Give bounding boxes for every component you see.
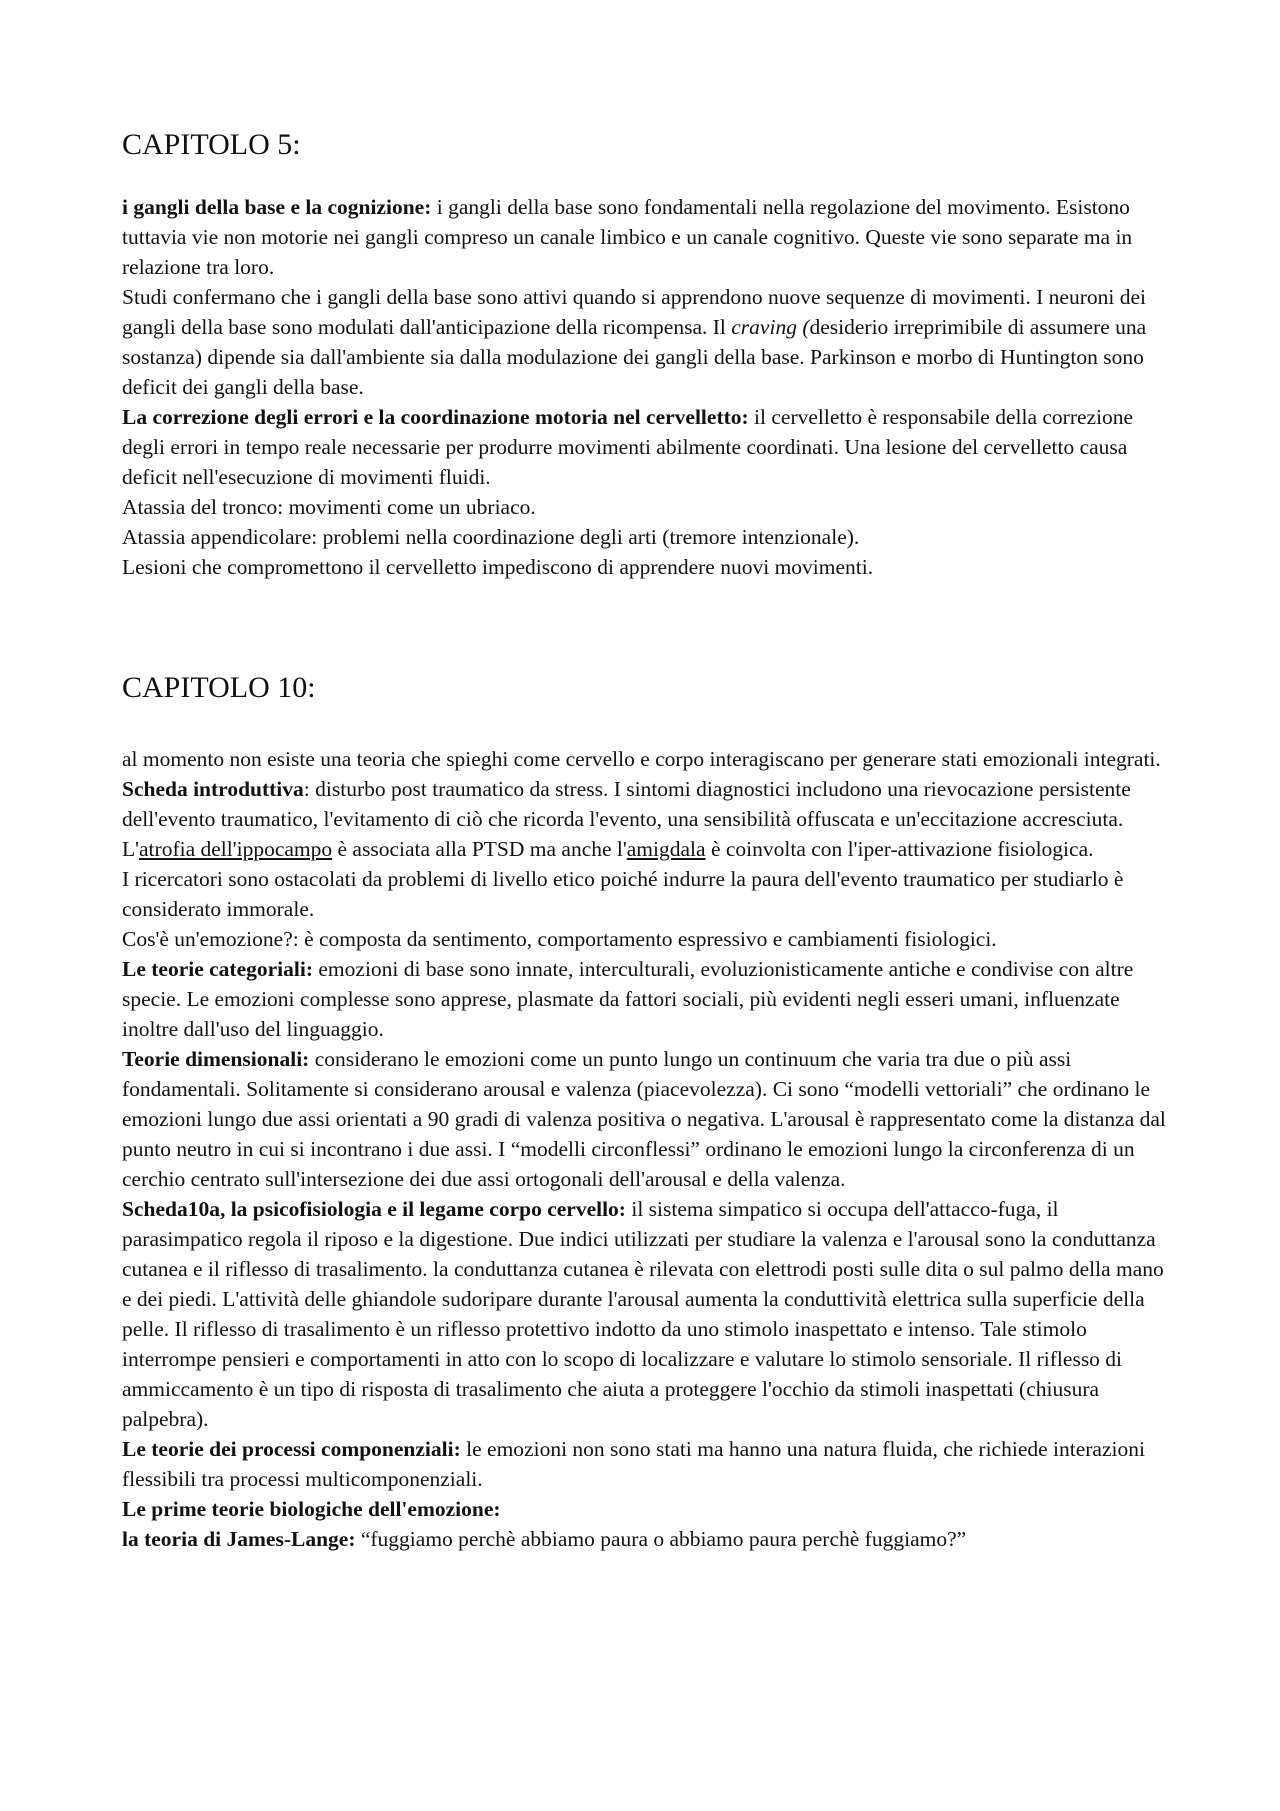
paragraph-text: i gangli della base sono fondamentali nella regolazione del movimento. Esistono tuttavia vie non motorie nei gangli compreso un canale limbico e un canale cognitivo. Queste vie sono separate ma in relazione tra loro.: [122, 195, 1133, 279]
paragraph-early-biological-theories: [122, 1494, 1172, 1524]
paragraph-psychophysiology: [122, 1194, 1172, 1434]
term-categorical-theories: Le teorie categoriali:: [122, 957, 314, 981]
paragraph-text: Studi confermano che i gangli della base sono attivi quando si apprendono nuove sequenze di movimenti. I neuroni dei gangli della base sono modulati dall'anticipazione della ricompensa. Il: [122, 285, 1146, 339]
paragraph-text: il sistema simpatico si occupa dell'attacco-fuga, il parasimpatico regola il riposo e la digestione. Due indici utilizzati per studiare la valenza e l'arousal sono la conduttanza cutanea e il riflesso di trasalimento. la conduttanza cutanea è rilevata con elettrodi posti sulle dita o sul palmo della mano e dei piedi. L'attività delle ghiandole sudoripare durante l'arousal aumenta la conduttività elettrica sulla superficie della pelle. Il riflesso di trasalimento è un riflesso protettivo indotto da uno stimolo inaspettato e intenso. Tale stimolo interrompe pensieri e comportamenti in atto con lo scopo di localizzare e valutare lo stimolo sensoriale. Il riflesso di ammiccamento è un tipo di risposta di trasalimento che aiuta a proteggere l'occhio da stimoli inaspettati (chiusura palpebra).: [122, 1197, 1164, 1431]
paragraph-ptsd: [122, 774, 1172, 864]
paragraph-dimensional-theories: [122, 1044, 1172, 1194]
paragraph-ethics: I ricercatori sono ostacolati da problemi di livello etico poiché indurre la paura dell'evento traumatico per studiarlo è considerato immorale.: [122, 867, 1124, 921]
paragraph-basal-ganglia-studies: [122, 282, 1172, 402]
paragraph-text: le emozioni non sono stati ma hanno una natura fluida, che richiede interazioni flessibili tra processi multicomponenziali.: [122, 1437, 1145, 1491]
paragraph-cerebellar-lesions: Lesioni che compromettono il cervelletto impediscono di apprendere nuovi movimenti.: [122, 555, 874, 579]
paragraph-categorical-theories: [122, 954, 1172, 1044]
term-hippocampus-atrophy: atrofia dell'ippocampo: [139, 837, 333, 861]
paragraph-what-is-emotion: Cos'è un'emozione?: è composta da sentimento, comportamento espressivo e cambiamenti fisiologici.: [122, 927, 997, 951]
paragraph-text: è coinvolta con l'iper-attivazione fisiologica.: [705, 837, 1094, 861]
chapter-10-heading: CAPITOLO 10:: [122, 671, 316, 704]
paragraph-intro: al momento non esiste una teoria che spieghi come cervello e corpo interagiscano per generare stati emozionali integrati.: [122, 747, 1161, 771]
term-scheda-10a: Scheda10a, la psicofisiologia e il legame corpo cervello:: [122, 1197, 626, 1221]
term-amygdala: amigdala: [626, 837, 706, 861]
paragraph-cerebellum: [122, 402, 1172, 492]
chapter-5-body: [122, 192, 1172, 582]
term-early-biological-theories: Le prime teorie biologiche dell'emozione:: [122, 1497, 501, 1521]
paragraph-james-lange: [122, 1524, 1172, 1554]
term-scheda-introduttiva: Scheda introduttiva: [122, 777, 304, 801]
paragraph-text: “fuggiamo perchè abbiamo paura o abbiamo paura perchè fuggiamo?”: [355, 1527, 967, 1551]
chapter-5-heading: CAPITOLO 5:: [122, 128, 301, 161]
term-dimensional-theories: Teorie dimensionali:: [122, 1047, 310, 1071]
paragraph-text: emozioni di base sono innate, interculturali, evoluzionisticamente antiche e condivise con altre specie. Le emozioni complesse sono apprese, plasmate da fattori sociali, più evidenti negli esseri umani, influenzate inoltre dall'uso del linguaggio.: [122, 957, 1134, 1041]
paragraph-trunk-ataxia: Atassia del tronco: movimenti come un ubriaco.: [122, 495, 536, 519]
paragraph-text: è associata alla PTSD ma anche l': [332, 837, 627, 861]
term-craving: craving (: [731, 315, 810, 339]
paragraph-text: il cervelletto è responsabile della correzione degli errori in tempo reale necessarie per produrre movimenti abilmente coordinati. Una lesione del cervelletto causa deficit nell'esecuzione di movimenti fluidi.: [122, 405, 1134, 489]
paragraph-text: considerano le emozioni come un punto lungo un continuum che varia tra due o più assi fondamentali. Solitamente si considerano arousal e valenza (piacevolezza). Ci sono “modelli vettoriali” che ordinano le emozioni lungo due assi orientati a 90 gradi di valenza positiva o negativa. L'arousal è rappresentato come la distanza dal punto neutro in cui si incontrano i due assi. I “modelli circonflessi” ordinano le emozioni lungo la circonferenza di un cerchio centrato sull'intersezione dei due assi ortogonali dell'arousal e della valenza.: [122, 1047, 1166, 1191]
term-componential-theories: Le teorie dei processi componenziali:: [122, 1437, 461, 1461]
term-james-lange: la teoria di James-Lange:: [122, 1527, 356, 1551]
paragraph-text: desiderio irreprimibile di assumere una sostanza) dipende sia dall'ambiente sia dalla modulazione dei gangli della base. Parkinson e morbo di Huntington sono deficit dei gangli della base.: [122, 315, 1147, 399]
paragraph-componential-theories: [122, 1434, 1172, 1494]
paragraph-basal-ganglia-cognition: [122, 192, 1172, 282]
term-cerebellum-error-correction: La correzione degli errori e la coordinazione motoria nel cervelletto:: [122, 405, 749, 429]
paragraph-appendicular-ataxia: Atassia appendicolare: problemi nella coordinazione degli arti (tremore intenzionale).: [122, 525, 860, 549]
term-basal-ganglia-cognition: i gangli della base e la cognizione:: [122, 195, 432, 219]
paragraph-text: : disturbo post traumatico da stress. I sintomi diagnostici includono una rievocazione persistente dell'evento traumatico, l'evitamento di ciò che ricorda l'evento, una sensibilità offuscata e un'eccitazione accresciuta. L': [122, 777, 1131, 861]
chapter-10-body: [122, 744, 1172, 1554]
